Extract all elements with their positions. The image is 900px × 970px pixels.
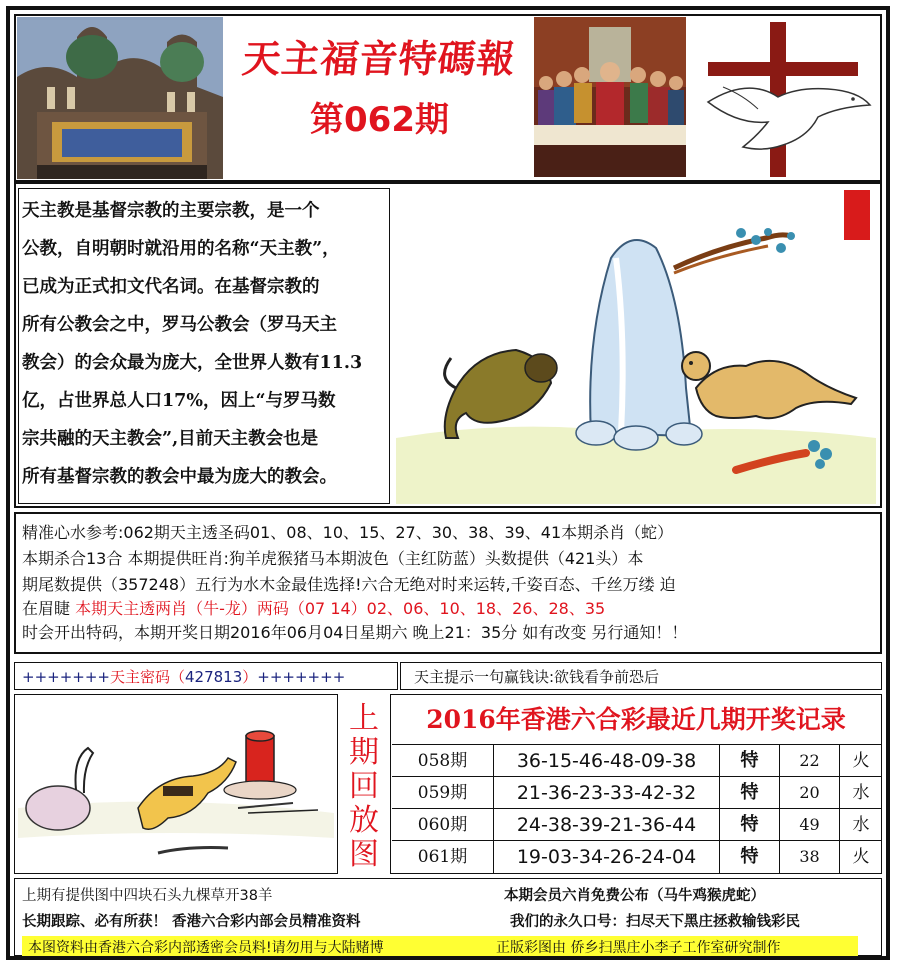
table-row [392,808,882,841]
poster-title: 天主福音特碼報 [240,37,518,81]
footer-tracking: 长期跟踪、必有所获！ 香港六合彩内部会员精准资料 [22,914,361,930]
info-line-highlight [22,596,605,619]
info-line4-prefix: 在眉睫 [22,599,76,618]
record-special: 38 [780,841,840,873]
replay-illustration [18,698,334,870]
table-row [392,840,882,873]
secret-label: 天主密码（ [109,668,185,686]
last-supper-image [534,17,686,177]
replay-label-char: 图 [349,837,379,872]
footer-disclaimer: 本图资料由香港六合彩内部透密会员料!请勿用与大陆赌博 [28,940,384,956]
record-special-label: 特 [720,841,780,873]
stamp-icon [842,188,872,242]
info-line: 期尾数提供（357248）五行为水木金最佳选择!六合无绝对时来运转,千姿百态、千丝万缕 迫 [22,575,676,594]
intro-line: 天主教是基督宗教的主要宗教，是一个 [22,201,320,221]
cross-dove-icon [688,17,878,177]
issue-number: 第062期 [310,100,449,140]
info-highlight-picks: 本期天主透两肖（牛-龙）两码（07 14）02、06、10、18、26、28、35 [75,599,606,618]
record-element: 火 [852,847,870,867]
footer-credit: 正版彩图由 侨乡扫黑庄小李子工作室研究制作 [496,940,781,956]
secret-code-text [22,666,345,687]
intro-line: 所有公教会之中，罗马公教会（罗马天主 [22,315,337,335]
record-numbers: 36-15-46-48-09-38 [494,745,720,777]
hint-text: 天主提示一句赢钱诀:欲钱看争前恐后 [414,668,660,686]
record-issue: 058期 [392,745,494,777]
intro-line: 宗共融的天主教会”,目前天主教会也是 [22,429,319,449]
intro-line: 公教，自明朝时就沿用的名称“天主教”， [22,239,340,259]
info-line: 精准心水参考:062期天主透圣码01、08、10、15、27、30、38、39、41本期杀肖（蛇） [22,523,674,542]
record-element: 火 [852,751,870,771]
secret-close: ） [242,668,258,686]
records-title: 2016年香港六合彩最近几期开奖记录 [426,705,846,734]
church-image [17,17,223,179]
footer-slogan: 我们的永久口号：扫尽天下黑庄拯救输钱彩民 [510,914,800,930]
info-line: 本期杀合13合 本期提供旺肖:狗羊虎猴猪马本期波色（主红防蓝）头数提供（421头）本 [22,549,644,568]
record-element: 水 [852,783,870,803]
record-issue: 060期 [392,809,494,841]
secret-plus-right: +++++++ [257,668,346,686]
replay-label-char: 放 [349,803,379,838]
table-row [392,744,882,777]
replay-label-char: 期 [349,735,379,770]
intro-line: 亿，占世界总人口17%，因上“与罗马数 [22,391,336,411]
record-special: 20 [780,777,840,809]
record-numbers: 19-03-34-26-24-04 [494,841,720,873]
rock-animals-illustration [396,188,876,504]
secret-plus-left: +++++++ [22,668,110,686]
record-issue: 059期 [392,777,494,809]
replay-label-char: 回 [349,769,379,804]
table-row [392,776,882,809]
replay-label-char: 上 [349,701,379,736]
intro-line: 所有基督宗教的教会中最为庞大的教会。 [22,467,337,487]
info-line: 时会开出特码，本期开奖日期2016年06月04日星期六 晚上21：35分 如有改变 另行通知！！ [22,623,688,642]
record-numbers: 21-36-23-33-42-32 [494,777,720,809]
footer-member-zodiac: 本期会员六肖免费公布（马牛鸡猴虎蛇） [504,888,765,904]
record-numbers: 24-38-39-21-36-44 [494,809,720,841]
record-special: 49 [780,809,840,841]
record-special-label: 特 [720,777,780,809]
record-issue: 061期 [392,841,494,873]
record-special: 22 [780,745,840,777]
record-special-label: 特 [720,809,780,841]
footer-prev-hint: 上期有提供图中四块石头九棵草开38羊 [22,888,273,904]
intro-line: 教会）的会众最为庞大，全世界人数有11.3 [22,353,363,373]
intro-line: 已成为正式扣文代名词。在基督宗教的 [22,277,320,297]
record-special-label: 特 [720,745,780,777]
secret-code: 427813 [185,668,243,686]
replay-label [340,696,388,872]
record-element: 水 [852,815,870,835]
